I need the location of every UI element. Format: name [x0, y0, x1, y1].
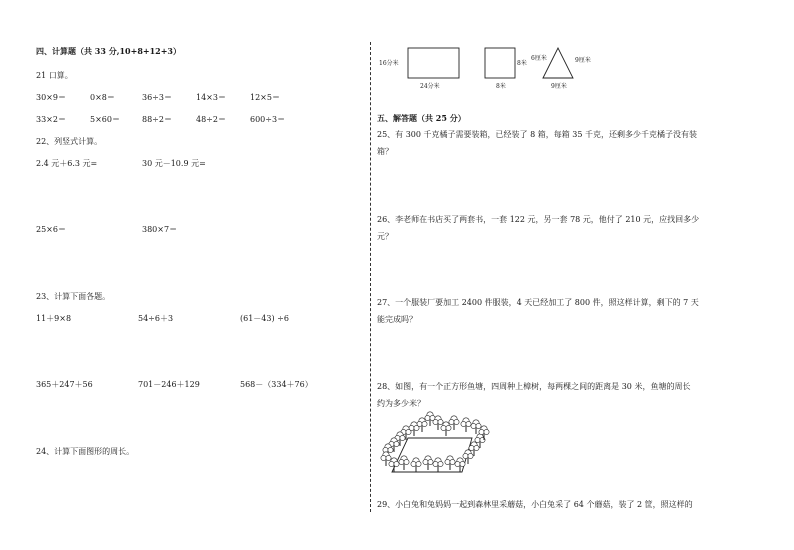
q22-item: 25×6＝ — [36, 225, 66, 234]
q21-item: 5×60＝ — [90, 115, 120, 124]
q21-item: 0×8＝ — [90, 93, 115, 102]
q21-item: 14×3＝ — [196, 93, 226, 102]
square-figure — [485, 48, 515, 78]
section-4-title: 四、计算题（共 33 分,10+8+12+3） — [36, 46, 181, 56]
square-bottom-label: 8米 — [496, 83, 506, 90]
q21-item: 30×9＝ — [36, 93, 66, 102]
q21-item: 33×2＝ — [36, 115, 66, 124]
q21-item: 48÷2＝ — [196, 115, 226, 124]
rectangle-figure — [408, 48, 459, 78]
column-divider — [370, 42, 371, 512]
q23-item: 568－（334＋76） — [240, 380, 313, 389]
section-5-title: 五、解答题（共 25 分） — [377, 113, 466, 123]
q21-item: 12×5＝ — [250, 93, 280, 102]
q28-line: 28、如图，有一个正方形鱼塘，四周种上樟树，每两棵之间的距离是 30 米，鱼塘的周长 — [377, 382, 691, 391]
q25-line: 箱？ — [377, 147, 393, 156]
q22-item: 380×7＝ — [142, 225, 178, 234]
q26-line: 26、李老师在书店买了两套书，一套 122 元，另一套 78 元，他付了 210 元，应找回多少 — [377, 215, 700, 224]
q23-item: 11＋9×8 — [36, 314, 72, 323]
q22-item: 30 元－10.9 元= — [142, 159, 206, 168]
triangle-figure — [543, 48, 573, 78]
q21-item: 36÷3＝ — [142, 93, 172, 102]
q23-item: 365＋247＋56 — [36, 380, 93, 389]
q26-line: 元？ — [377, 232, 393, 241]
q21-item: 600÷3＝ — [250, 115, 286, 124]
q21-label: 21 口算。 — [36, 71, 73, 80]
q28-line: 约为多少米？ — [377, 399, 425, 408]
q23-item: 701－246＋129 — [138, 380, 200, 389]
q24-label: 24、计算下面图形的周长。 — [36, 447, 135, 456]
q22-label: 22、列竖式计算。 — [36, 137, 103, 146]
q27-line: 27、一个服装厂要加工 2400 件服装，4 天已经加工了 800 件，照这样计算，剩下的 7 天 — [377, 298, 699, 307]
tree-icons — [381, 412, 489, 472]
q22-item: 2.4 元＋6.3 元= — [36, 159, 98, 168]
triangle-right-label: 9厘米 — [575, 57, 591, 64]
square-side-label: 8米 — [517, 60, 527, 67]
q23-label: 23、计算下面各题。 — [36, 292, 111, 301]
triangle-bottom-label: 9厘米 — [551, 83, 567, 90]
q27-line: 能完成吗？ — [377, 315, 417, 324]
q23-item: (61－43) ÷6 — [240, 314, 289, 323]
triangle-left-label: 6厘米 — [531, 55, 547, 62]
pond-trees-illustration — [380, 410, 495, 485]
rect-height-label: 16分米 — [379, 60, 399, 67]
q25-line: 25、有 300 千克橘子需要装箱，已经装了 8 箱，每箱 35 千克，还剩多少千克橘子没有装 — [377, 130, 697, 139]
q23-item: 54÷6＋3 — [138, 314, 174, 323]
q29-line: 29、小白兔和兔妈妈一起到森林里采蘑菇，小白兔采了 64 个蘑菇，装了 2 筐，照这样的 — [377, 500, 693, 509]
rect-width-label: 24分米 — [420, 83, 440, 90]
perimeter-figures — [378, 40, 618, 96]
q21-item: 88÷2＝ — [142, 115, 172, 124]
